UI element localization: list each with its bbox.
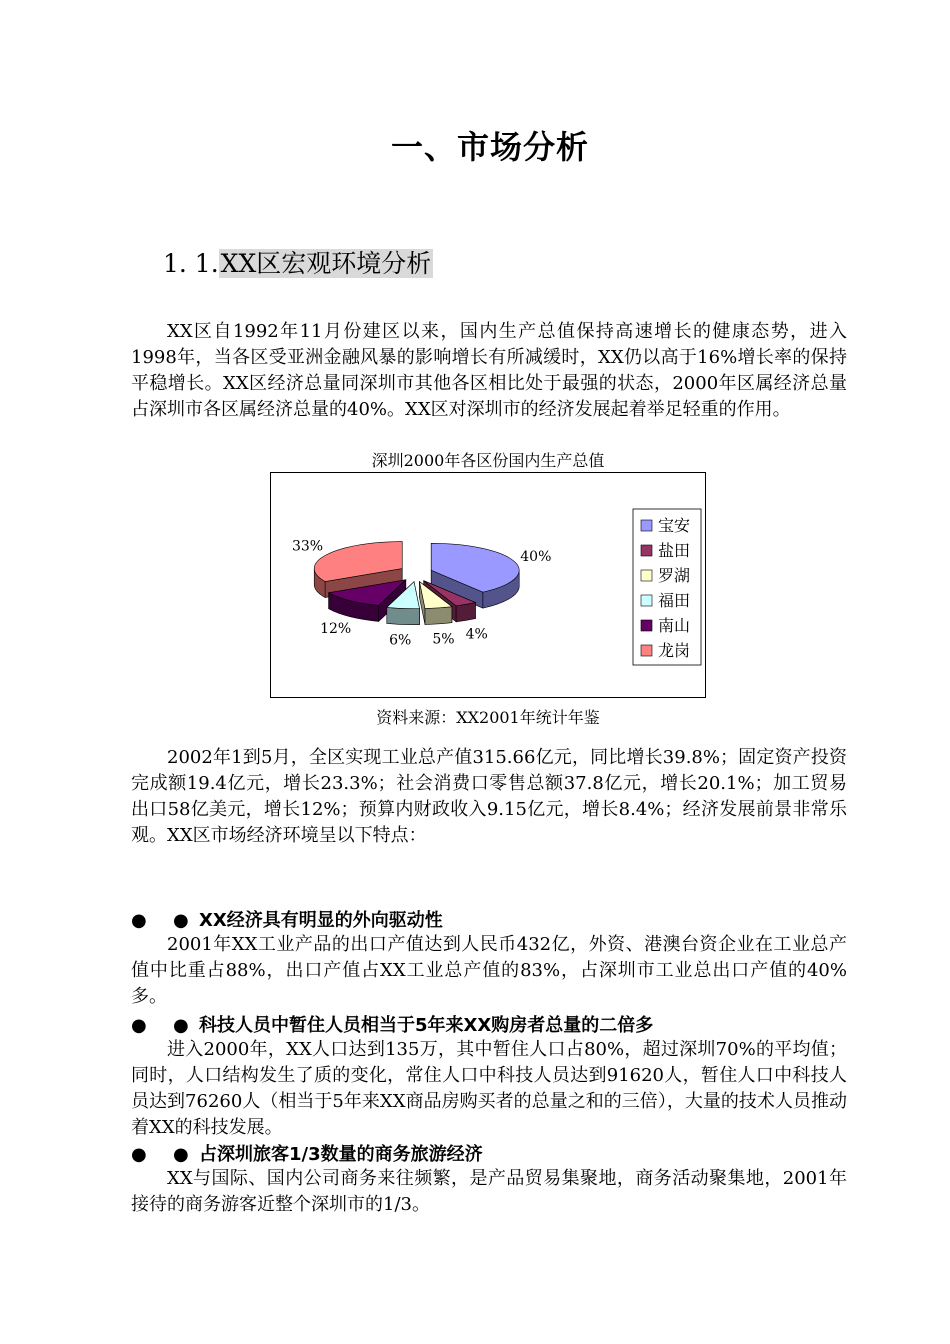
page-title: 一、市场分析 xyxy=(390,128,589,166)
bullet-heading-2 xyxy=(131,1011,653,1037)
legend-item-龙岗: 龙岗 xyxy=(658,641,691,660)
legend-swatch-盐田 xyxy=(641,545,652,556)
legend-item-福田: 福田 xyxy=(658,591,691,610)
chart-legend xyxy=(633,509,701,665)
legend-swatch-罗湖 xyxy=(641,570,652,581)
bullet-title: 占深圳旅客1/3数量的商务旅游经济 xyxy=(199,1144,483,1165)
chart-caption: 深圳2000年各区份国内生产总值 xyxy=(371,451,605,470)
legend-item-南山: 南山 xyxy=(658,616,691,635)
section-heading xyxy=(163,244,433,280)
legend-swatch-南山 xyxy=(641,620,652,631)
legend-swatch-福田 xyxy=(641,595,652,606)
intro-paragraph: XX区自1992年11月份建区以来，国内生产总值保持高速增长的健康态势，进入1998年，当各区受亚洲金融风暴的影响增长有所减缓时，XX仍以高于16%增长率的保持平稳增长。XX区经济总量同深圳市其他各区相比处于最强的状态，2000年区属经济总量占深圳市各区属经济总量的40%。XX区对深圳市的经济发展起着举足轻重的作用。 xyxy=(131,321,847,420)
pie-label-盐田: 4% xyxy=(465,626,488,643)
bullet-title: XX经济具有明显的外向驱动性 xyxy=(199,910,443,931)
economy-paragraph: 2002年1到5月，全区实现工业总产值315.66亿元，同比增长39.8%；固定资产投资完成额19.4亿元，增长23.3%；社会消费口零售总额37.8亿元，增长20.1%；加工贸易出口58亿美元，增长12%；预算内财政收入9.15亿元，增长8.4%；经济发展前景非常乐观。XX区市场经济环境呈以下特点： xyxy=(131,747,847,846)
section-title: XX区宏观环境分析 xyxy=(220,249,432,278)
pie-label-南山: 12% xyxy=(320,620,352,637)
bullet-marker: ● ● xyxy=(131,1144,199,1165)
pie-label-龙岗: 33% xyxy=(291,538,324,555)
bullet-title: 科技人员中暂住人员相当于5年来XX购房者总量的二倍多 xyxy=(199,1015,654,1036)
bullet-text-3: XX与国际、国内公司商务来往频繁，是产品贸易集聚地，商务活动聚集地，2001年接待的商务游客近整个深圳市的1/3。 xyxy=(131,1168,847,1215)
pie-label-宝安: 40% xyxy=(520,548,552,565)
legend-item-罗湖: 罗湖 xyxy=(658,566,691,585)
pie-chart xyxy=(271,473,705,697)
bullet-heading-3 xyxy=(131,1140,483,1166)
bullet-marker: ● ● xyxy=(131,1015,199,1036)
bullet-marker: ● ● xyxy=(131,910,199,931)
section-number: 1. 1. xyxy=(163,249,219,278)
bullet-heading-1 xyxy=(131,906,443,932)
legend-item-宝安: 宝安 xyxy=(658,516,691,535)
bullet-text-2: 进入2000年，XX人口达到135万，其中暂住人口占80%，超过深圳70%的平均值；同时，人口结构发生了质的变化，常住人口中科技人员达到91620人，暂住人口中科技人员达到76260人（相当于5年来XX商品房购买者的总量之和的三倍），大量的技术人员推动着XX的科技发展。 xyxy=(131,1039,847,1138)
legend-swatch-龙岗 xyxy=(641,645,652,656)
legend-swatch-宝安 xyxy=(641,520,652,531)
chart-source: 资料来源：XX2001年统计年鉴 xyxy=(376,708,600,727)
pie-label-罗湖: 5% xyxy=(432,631,455,648)
chart-frame xyxy=(270,472,706,698)
bullet-text-1: 2001年XX工业产品的出口产值达到人民币432亿，外资、港澳台资企业在工业总产值中比重占88%，出口产值占XX工业总产值的83%，占深圳市工业总出口产值的40%多。 xyxy=(131,934,847,1007)
legend-item-盐田: 盐田 xyxy=(658,541,691,560)
pie-label-福田: 6% xyxy=(389,632,412,649)
